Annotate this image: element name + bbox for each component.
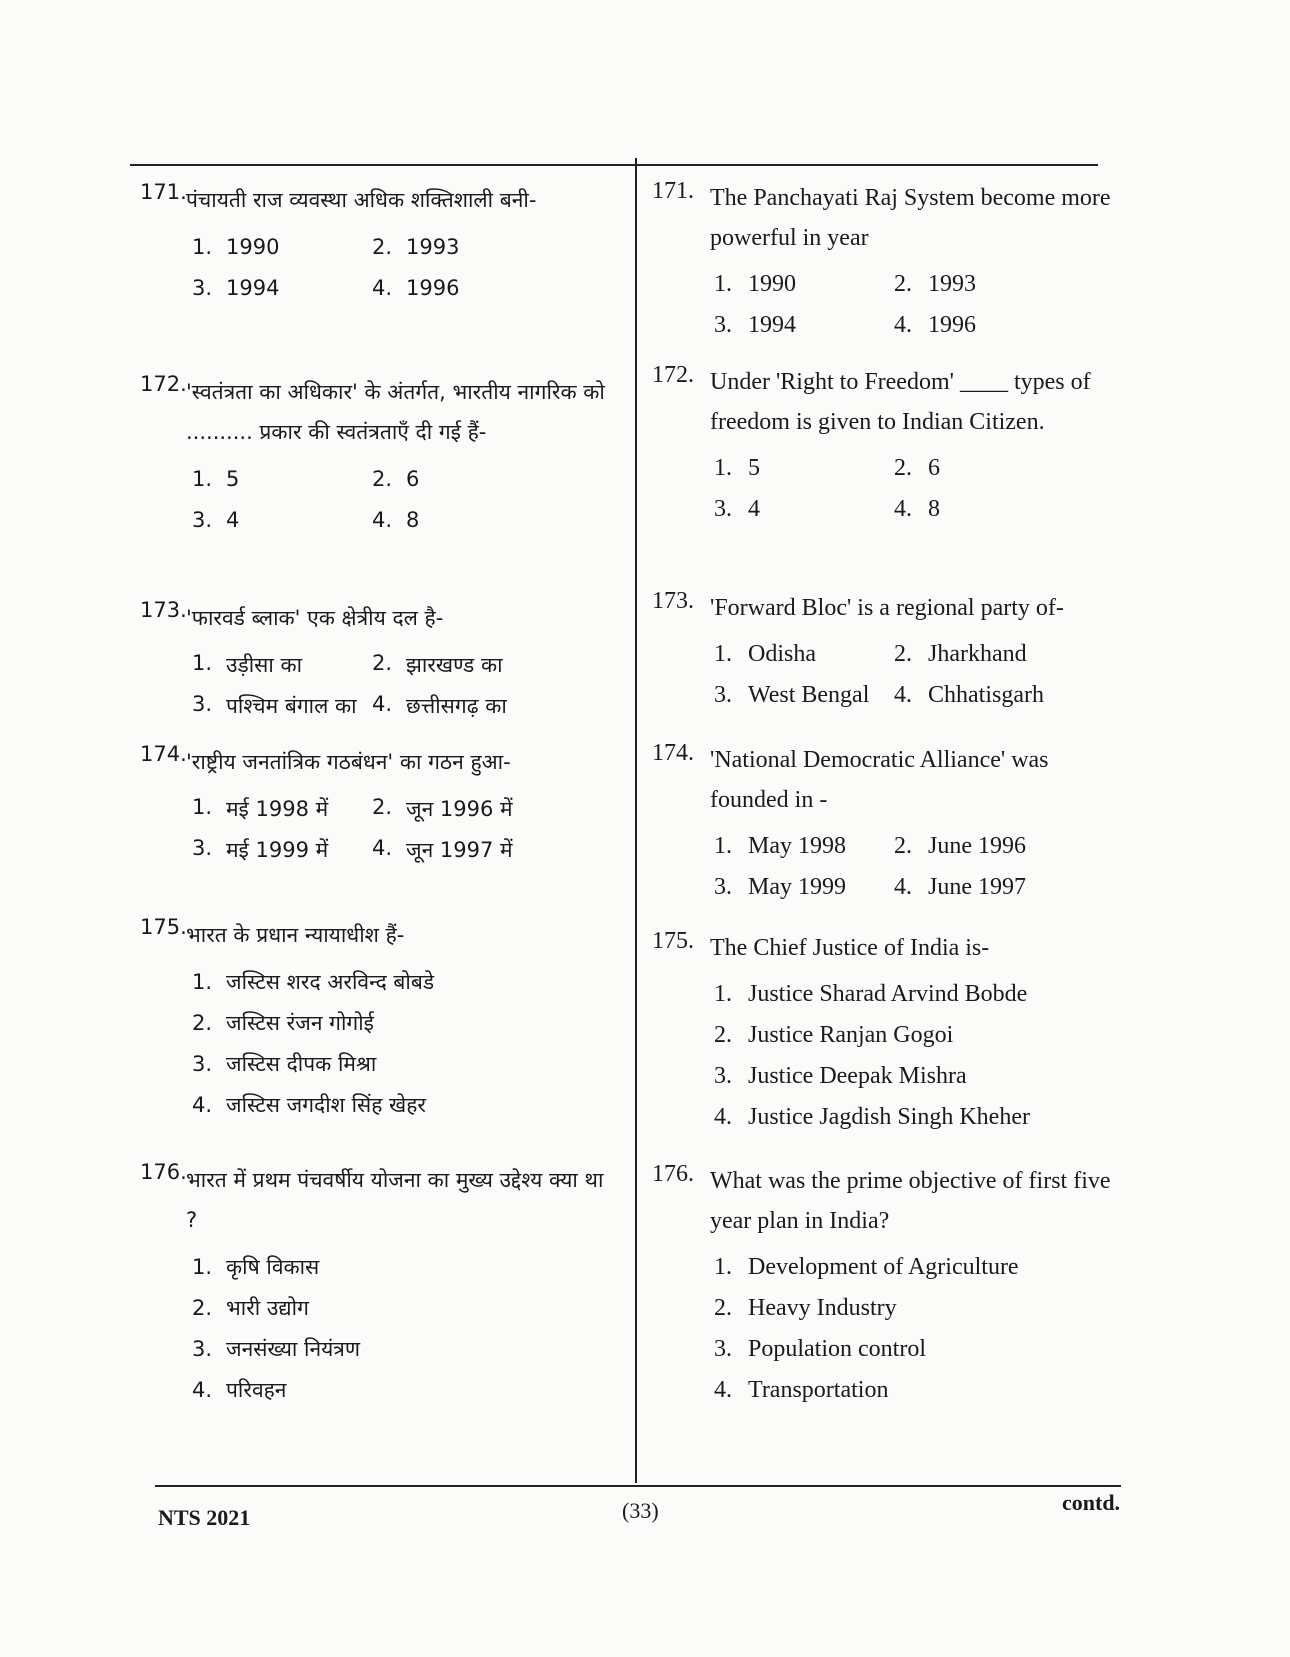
question-number: 172.	[140, 372, 187, 396]
option-2: 2. जस्टिस रंजन गोगोई	[192, 1010, 374, 1035]
option-4: 4. 8	[372, 507, 420, 532]
question-text: भारत के प्रधान न्यायाधीश हैं-	[186, 923, 405, 947]
option-3: 3. West Bengal	[714, 682, 870, 708]
option-2: 2. झारखण्ड का	[372, 650, 503, 677]
option-2: 2. 6	[372, 466, 420, 491]
option-4: 4. Transportation	[714, 1377, 889, 1403]
question-text: 'स्वतंत्रता का अधिकार' के अंतर्गत, भारतीय नागरिक को .......... प्रकार की स्वतंत्रताएँ दी गई हैं-	[186, 380, 605, 444]
question-text: The Panchayati Raj System become more powerful in year	[710, 185, 1111, 251]
question-text: 'फारवर्ड ब्लाक' एक क्षेत्रीय दल है-	[186, 606, 444, 630]
question-number: 171.	[652, 178, 694, 204]
option-4: 4. जस्टिस जगदीश सिंह खेहर	[192, 1092, 426, 1117]
question-176-hi	[140, 1160, 610, 1410]
option-1: 1. 1990	[192, 234, 280, 259]
question-number: 173.	[140, 598, 187, 622]
option-4: 4. 1996	[894, 312, 976, 338]
option-1: 1. मई 1998 में	[192, 794, 329, 821]
question-text: Under 'Right to Freedom' ____ types of freedom is given to Indian Citizen.	[710, 369, 1091, 435]
question-number: 174.	[652, 740, 694, 766]
question-176-en	[652, 1161, 1122, 1411]
option-2: 2. 6	[894, 455, 940, 481]
question-number: 175.	[140, 915, 187, 939]
option-2: 2. 1993	[894, 271, 976, 297]
question-174-hi	[140, 742, 610, 870]
option-1: 1. Odisha	[714, 641, 816, 667]
option-3: 3. May 1999	[714, 874, 846, 900]
bottom-rule	[155, 1485, 1121, 1487]
question-text: 'Forward Bloc' is a regional party of-	[710, 595, 1064, 621]
question-number: 176.	[140, 1160, 187, 1184]
question-172-hi	[140, 372, 610, 540]
question-number: 175.	[652, 928, 694, 954]
option-3: 3. Population control	[714, 1336, 926, 1362]
option-2: 2. Heavy Industry	[714, 1295, 897, 1321]
option-3: 3. जनसंख्या नियंत्रण	[192, 1336, 361, 1361]
option-1: 1. May 1998	[714, 833, 846, 859]
exam-code: NTS 2021	[158, 1505, 251, 1530]
continued-label: contd.	[1062, 1490, 1121, 1515]
question-text: The Chief Justice of India is-	[710, 935, 990, 961]
option-1: 1. Justice Sharad Arvind Bobde	[714, 981, 1028, 1007]
question-text: What was the prime objective of first five year plan in India?	[710, 1168, 1111, 1234]
option-3: 3. Justice Deepak Mishra	[714, 1063, 967, 1089]
option-4: 4. Chhatisgarh	[894, 682, 1044, 708]
option-3: 3. मई 1999 में	[192, 835, 329, 862]
option-3: 3. 1994	[192, 275, 280, 300]
option-3: 3. पश्चिम बंगाल का	[192, 691, 357, 718]
option-2: 2. 1993	[372, 234, 460, 259]
option-1: 1. 5	[192, 466, 240, 491]
question-number: 172.	[652, 362, 694, 388]
question-text: भारत में प्रथम पंचवर्षीय योजना का मुख्य उद्देश्य क्या था ?	[186, 1168, 604, 1232]
question-171-hi	[140, 180, 610, 308]
question-172-en	[652, 362, 1122, 530]
option-2: 2. जून 1996 में	[372, 794, 513, 821]
question-number: 171.	[140, 180, 187, 204]
option-1: 1. उड़ीसा का	[192, 650, 303, 677]
option-3: 3. 4	[714, 496, 760, 522]
page-number: (33)	[622, 1498, 659, 1523]
option-4: 4. June 1997	[894, 874, 1026, 900]
option-1: 1. 5	[714, 455, 760, 481]
option-4: 4. 1996	[372, 275, 460, 300]
option-3: 3. 1994	[714, 312, 796, 338]
question-174-en	[652, 740, 1122, 908]
question-text: 'राष्ट्रीय जनतांत्रिक गठबंधन' का गठन हुआ-	[186, 750, 511, 774]
option-3: 3. 4	[192, 507, 240, 532]
option-2: 2. Justice Ranjan Gogoi	[714, 1022, 954, 1048]
option-4: 4. छत्तीसगढ़ का	[372, 691, 507, 718]
column-divider	[635, 158, 637, 1483]
option-2: 2. June 1996	[894, 833, 1026, 859]
question-173-en	[652, 588, 1122, 716]
option-1: 1. कृषि विकास	[192, 1254, 320, 1279]
question-number: 174.	[140, 742, 187, 766]
option-1: 1. जस्टिस शरद अरविन्द बोबडे	[192, 969, 435, 994]
option-1: 1. 1990	[714, 271, 796, 297]
question-text: पंचायती राज व्यवस्था अधिक शक्तिशाली बनी-	[186, 188, 537, 212]
option-2: 2. Jharkhand	[894, 641, 1027, 667]
question-175-en	[652, 928, 1122, 1138]
option-2: 2. भारी उद्योग	[192, 1295, 309, 1320]
option-4: 4. Justice Jagdish Singh Kheher	[714, 1104, 1030, 1130]
question-171-en	[652, 178, 1122, 346]
question-number: 176.	[652, 1161, 694, 1187]
option-3: 3. जस्टिस दीपक मिश्रा	[192, 1051, 377, 1076]
question-173-hi	[140, 598, 610, 726]
question-number: 173.	[652, 588, 694, 614]
option-4: 4. जून 1997 में	[372, 835, 513, 862]
top-rule	[130, 164, 1098, 166]
question-175-hi	[140, 915, 610, 1125]
option-4: 4. 8	[894, 496, 940, 522]
option-4: 4. परिवहन	[192, 1377, 287, 1402]
option-1: 1. Development of Agriculture	[714, 1254, 1019, 1280]
question-text: 'National Democratic Alliance' was founded in -	[710, 747, 1049, 813]
